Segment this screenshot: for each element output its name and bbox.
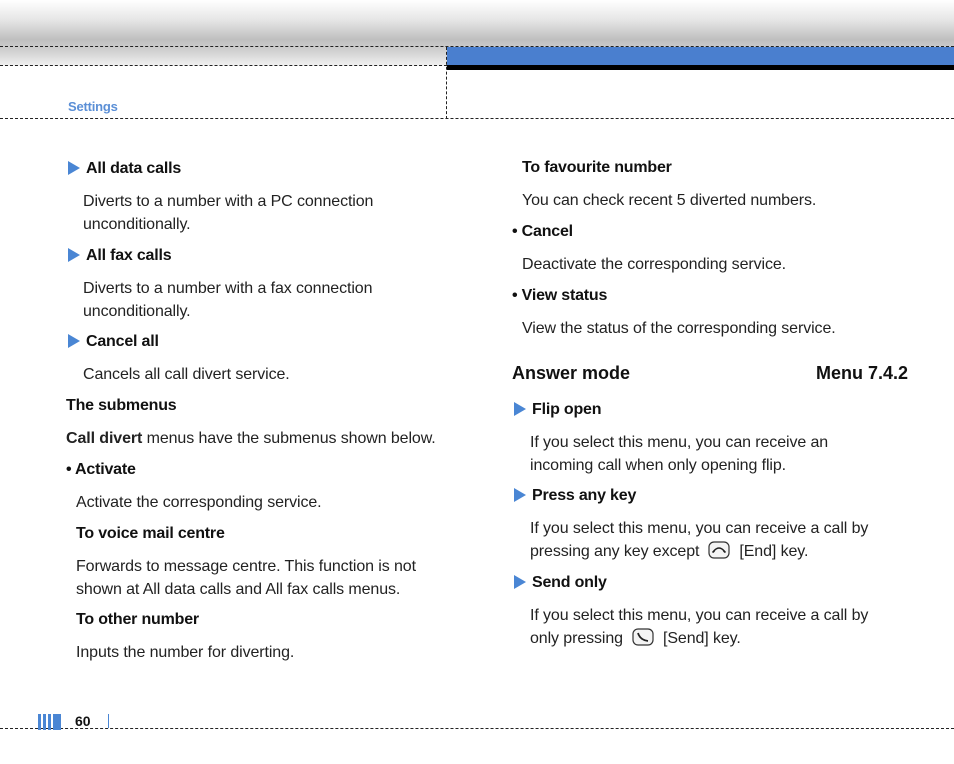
triangle-bullet-icon: [514, 402, 526, 416]
triangle-bullet-icon: [514, 488, 526, 502]
triangle-bullet-icon: [514, 575, 526, 589]
header-blue-band: [447, 47, 954, 65]
section-label: Settings: [68, 99, 118, 114]
page-number: 60: [75, 713, 91, 729]
triangle-bullet-icon: [68, 248, 80, 262]
item-all-fax-calls-title: All fax calls: [68, 247, 171, 265]
triangle-bullet-icon: [68, 161, 80, 175]
answer-mode-menu-number: Menu 7.4.2: [816, 363, 909, 383]
send-key-icon: [632, 628, 654, 646]
send-only-title: Send only: [514, 574, 607, 592]
view-status-desc: View the status of the corresponding service.: [522, 320, 836, 337]
item-all-data-calls-desc: Diverts to a number with a PC connection unconditionally.: [83, 193, 374, 233]
activate-title: • Activate: [66, 461, 136, 478]
favourite-desc: You can check recent 5 diverted numbers.: [522, 192, 817, 209]
call-divert-intro: Call divert menus have the submenus shown below.: [66, 430, 436, 447]
voice-mail-desc: Forwards to message centre. This function is not shown at All data calls and All fax calls menus.: [76, 558, 416, 598]
press-any-key-desc: If you select this menu, you can receive a call by pressing any key except [End] key.: [530, 520, 869, 560]
header-bottom-dashed-rule: [0, 118, 954, 119]
send-only-desc: If you select this menu, you can receive a call by only pressing [Send] key.: [530, 607, 869, 647]
header-black-band: [447, 65, 954, 70]
cancel-desc: Deactivate the corresponding service.: [522, 256, 786, 273]
submenus-heading: The submenus: [66, 397, 177, 414]
header-vertical-divider: [446, 47, 447, 119]
press-any-key-title: Press any key: [514, 487, 636, 505]
footer-page-divider: [108, 714, 109, 728]
cancel-title: • Cancel: [512, 223, 573, 240]
triangle-bullet-icon: [68, 334, 80, 348]
view-status-title: • View status: [512, 287, 608, 304]
flip-open-title: Flip open: [514, 401, 601, 419]
item-all-data-calls-title: All data calls: [68, 160, 181, 178]
item-cancel-all-desc: Cancels all call divert service.: [83, 366, 290, 383]
item-all-fax-calls-desc: Diverts to a number with a fax connection unconditionally.: [83, 280, 373, 320]
end-key-icon: [708, 541, 730, 559]
voice-mail-title: To voice mail centre: [76, 525, 225, 542]
flip-open-desc: If you select this menu, you can receive an incoming call when only opening flip.: [530, 434, 829, 474]
favourite-title: To favourite number: [522, 159, 672, 176]
answer-mode-title: Answer mode: [512, 363, 631, 383]
footer-dashed-rule: [0, 728, 954, 729]
footer-bars-decoration: [38, 714, 63, 735]
item-cancel-all-title: Cancel all: [68, 333, 159, 351]
other-number-title: To other number: [76, 611, 199, 628]
activate-desc: Activate the corresponding service.: [76, 494, 322, 511]
other-number-desc: Inputs the number for diverting.: [76, 644, 295, 661]
header-mid-dashed-rule: [0, 65, 447, 66]
